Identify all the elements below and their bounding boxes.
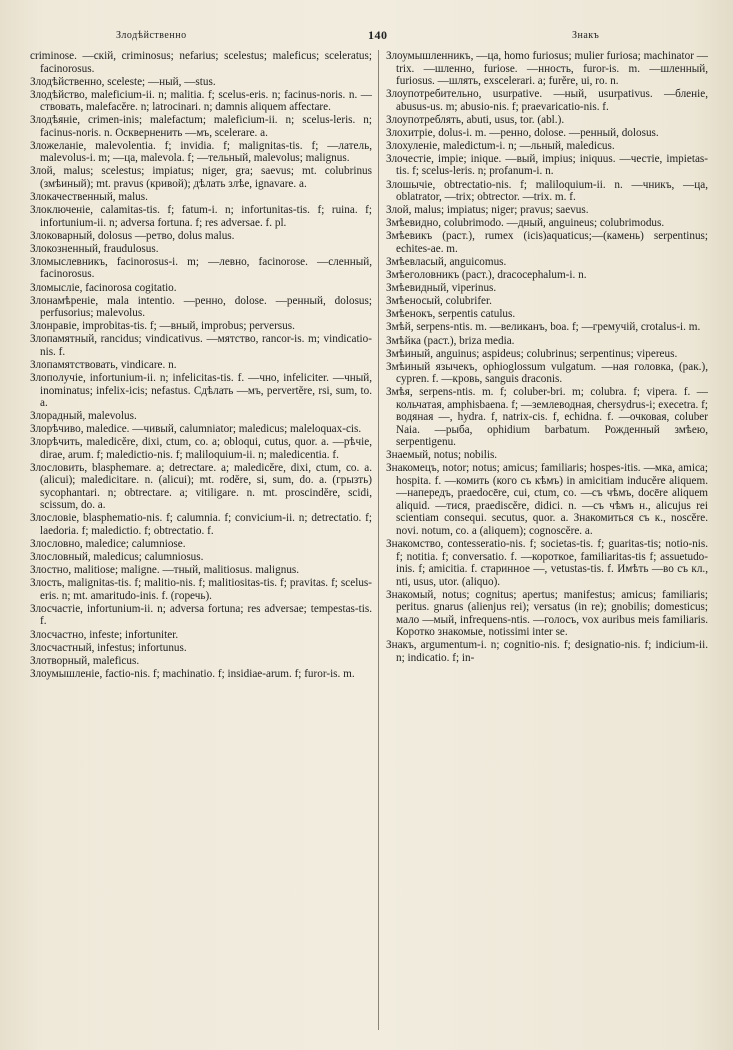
page-header (24, 28, 709, 46)
dictionary-entry: Злодѣйство, maleficium-ii. n; malitia. f; scelus-eris. n; facinus-noris. n. —ствовать, malefacĕre. n; latrocinari. n; damnis aliquem affectare. (30, 88, 372, 114)
dictionary-entry: Знакъ, argumentum-i. n; cognitio-nis. f; designatio-nis. f; indicium-ii. n; indicatio. f; in- (386, 639, 708, 664)
dictionary-entry: Знакомецъ, notor; notus; amicus; familiaris; hospes-itis. —мка, amica; hospita. f. —комить (кого съ кѣмъ) in amicitiam inducĕre aliquem. —напередъ, praedocēre, cui, ctum, co. —съ чѣмъ, docēre aliquem aliquid. —тися, praediscĕre, didici. n. —съ чѣмъ н., alicujus rei scientiam consequi. secutus, quor. a. Знакомиться съ к., noscĕre. novi. notum, co. a (aliquem); cognoscĕre. a. (386, 462, 708, 537)
dictionary-entry: Злоупотребительно, usurpative. —ный, usurpativus. —бленіе, abusus-us. m; abusio-nis. f; praevaricatio-nis. f. (386, 88, 708, 113)
dictionary-entry: criminose. —скій, criminosus; nefarius; scelestus; maleficus; sceleratus; facinorosus. (30, 50, 372, 75)
dictionary-entry: Злословить, blasphemare. a; detrectare. a; maledicĕre, dixi, ctum, co. a. (alicui); maledicitare. n. (alicui); mt. rodĕre, si, sum, do. a. (грызть) sycophantari. n; obtrectare. a; vitiligare. n. mt. proscindĕre, scidi, scissum, do. a. (30, 461, 372, 512)
dictionary-entry: Злокачественный, malus. (30, 191, 148, 204)
dictionary-entry: Змѣя, serpens-ntis. m. f; coluber-bri. m; colubra. f; vipera. f. —кольчатая, amphisbaena. f; —землеводная, chersydrus-i; execetra. f; водяная —, hydra. f, natrix-cis. f, echidna. f. —очковая, coluber Naia. —рыба, ophidium barbatum. Рожденный змѣею, serpentigenu. (386, 386, 708, 449)
dictionary-entry: Змѣевидный, viperinus. (386, 282, 497, 295)
dictionary-entry: Злополучіе, infortunium-ii. n; infelicitas-tis. f. —чно, infeliciter. —чный, inominatus; infelix-icis; nefastus. Сдѣлать —мъ, pervertĕre, rsi, sum, to. a. (30, 372, 372, 409)
dictionary-entry: Змѣиный, anguinus; aspideus; colubrinus; serpentinus; vipereus. (386, 347, 678, 360)
dictionary-entry: Злонравіе, improbitas-tis. f; —вный, improbus; perversus. (30, 320, 295, 333)
dictionary-entry: Змѣенокъ, serpentis catulus. (386, 308, 516, 321)
left-column (30, 50, 372, 1030)
dictionary-entry: Змѣй, serpens-ntis. m. —великанъ, boa. f; —гремучій, crotalus-i. m. (386, 321, 701, 334)
dictionary-entry: Зломысліе, facinorosa cogitatio. (30, 281, 177, 294)
dictionary-entry: Зломыслевникъ, facinorosus-i. m; —левно, facinorose. —сленный, facinorosus. (30, 255, 372, 281)
dictionary-entry: Злочестіе, impie; inique. —вый, impius; iniquus. —честіе, impietas-tis. f; scelus-leris. n; profanum-i. n. (386, 152, 708, 178)
dictionary-entry: Змѣевидно, colubrimodo. —дный, anguineus; colubrimodus. (386, 217, 665, 230)
dictionary-entry: Злосчастный, infestus; infortunus. (30, 641, 187, 654)
dictionary-entry: Злостно, malitiose; maligne. —тный, malitiosus. malignus. (30, 564, 300, 577)
dictionary-entry: Злорадный, malevolus. (30, 410, 137, 423)
dictionary-entry: Злопамятный, rancidus; vindicativus. —мятство, rancor-is. m; vindicatio-nis. f. (30, 333, 372, 358)
right-column (386, 50, 708, 1030)
dictionary-entry: Злоумышленникъ, —ца, homo furiosus; mulier furiosa; machinator —trix. —шленно, furiose. —нность, furor-is. m. —шленный, furiosus. —шлять, exscelerari. a; furĕre, ui, ro. n. (386, 50, 708, 87)
dictionary-entry: Змѣеносый, colubrifer. (386, 295, 492, 308)
dictionary-entry: Злословный, maledicus; calumniosus. (30, 551, 204, 564)
dictionary-entry: Злосчастно, infeste; infortuniter. (30, 628, 179, 641)
dictionary-entry: Злодѣйственно, sceleste; —ный, —stus. (30, 75, 216, 88)
dictionary-entry: Злосчастіе, infortunium-ii. n; adversa fortuna; res adversae; tempestas-tis. f. (30, 602, 372, 628)
page-number: 140 (368, 28, 388, 42)
dictionary-entry: Злой, malus; impiatus; niger; pravus; saevus. (386, 204, 589, 217)
dictionary-entry: Зложеланіе, malevolentia. f; invidia. f; malignitas-tis. f; —латель, malevolus-i. m; —ца, malevola. f; —тельный, malevolus; malignus. (30, 139, 372, 165)
dictionary-entry: Злокозненный, fraudulosus. (30, 242, 159, 255)
dictionary-entry: Злохуленіе, maledictum-i. n; —льный, maledicus. (386, 139, 615, 152)
dictionary-entry: Знакомый, notus; cognitus; apertus; manifestus; amicus; familiaris; peritus. gnarus (alienjus rei); versatus (in re); gnobilis; domesticus; мало —мый, infrequens-ntis. —голосъ, vox auribus meis familiaris. Коротко знакомые, notissimi inter se. (386, 588, 708, 639)
dictionary-entry: Злоупотреблять, abuti, usus, tor. (abl.). (386, 113, 565, 126)
dictionary-entry: Злонамѣреніе, mala intentio. —ренно, dolose. —ренный, dolosus; perfusorius; malevolus. (30, 294, 372, 320)
dictionary-entry: Змѣеголовникъ (раст.), dracocephalum-i. n. (386, 269, 587, 282)
dictionary-entry: Знаемый, notus; nobilis. (386, 449, 498, 462)
dictionary-entry: Змѣйка (раст.), briza media. (386, 334, 515, 347)
header-left-guideword: Злодѣйственно (116, 30, 187, 41)
dictionary-entry: Змѣевикъ (раст.), rumex (icis)aquaticus;—(камень) serpentinus; echites-ae. m. (386, 230, 708, 255)
dictionary-entry: Злорѣчить, maledicĕre, dixi, ctum, co. a; obloqui, cutus, quor. a. —рѣчіе, dirae, arum. f; maledictio-nis. f; maliloquium-ii. n; maledicentia. f. (30, 436, 372, 461)
dictionary-entry: Злотворный, maleficus. (30, 654, 140, 667)
dictionary-entry: Злоключеніе, calamitas-tis. f; fatum-i. n; infortunitas-tis. f; ruina. f; infortunium-ii. n; adversa fortuna. f; res adversae. f. pl. (30, 204, 372, 229)
header-right-guideword: Знакъ (572, 30, 600, 41)
dictionary-entry: Злохитріе, dolus-i. m. —ренно, dolose. —ренный, dolosus. (386, 126, 659, 139)
dictionary-entry: Злословіе, blasphematio-nis. f; calumnia. f; convicium-ii. n; detrectatio. f; laedoria. f; maledictio. f; obtrectatio. f. (30, 512, 372, 537)
column-divider (378, 50, 379, 1030)
dictionary-entry: Злословно, maledice; calumniose. (30, 538, 186, 551)
dictionary-entry: Злодѣяніе, crimen-inis; malefactum; maleficium-ii. n; scelus-leris. n; facinus-noris. n. Оскверненить —мъ, scelerare. a. (30, 114, 372, 139)
dictionary-entry: Змѣевласый, anguicomus. (386, 255, 507, 268)
dictionary-entry: Злошычіе, obtrectatio-nis. f; maliloquium-ii. n. —чникъ, —ца, oblatrator, —trix; obtrector. —trix. m. f. (386, 178, 708, 204)
dictionary-entry: Злопамятствовать, vindicare. n. (30, 358, 177, 371)
dictionary-entry: Злоумышленіе, factio-nis. f; machinatio. f; insidiae-arum. f; furor-is. m. (30, 667, 355, 680)
dictionary-entry: Злой, malus; scelestus; impiatus; niger, gra; saevus; mt. colubrinus (змѣиный); mt. pravus (кривой); дѣлать злѣе, ignavare. a. (30, 165, 372, 190)
dictionary-entry: Злость, malignitas-tis. f; malitio-nis. f; malitiositas-tis. f; pravitas. f; scelus-eris. n; mt. amaritudo-inis. f. (горечь). (30, 577, 372, 602)
dictionary-entry: Змѣиный язычекъ, ophioglossum vulgatum. —ная головка, (рак.), cypren. f. —кровь, sanguis draconis. (386, 360, 708, 386)
dictionary-entry: Злорѣчиво, maledice. —чивый, calumniator; maledicus; maleloquax-cis. (30, 423, 362, 436)
dictionary-entry: Злоковарный, dolosus —ретво, dolus malus. (30, 229, 235, 242)
dictionary-entry: Знакомство, contesseratio-nis. f; societas-tis. f; guaritas-tis; notio-nis. f; notitia. f; conversatio. f. —короткое, familiaritas-tis f; assuetudo-inis. f; amicitia. f. старинное —, vetustas-tis. f. Имѣть —во съ кл., nti, usus, utor. (aliquo). (386, 538, 708, 588)
